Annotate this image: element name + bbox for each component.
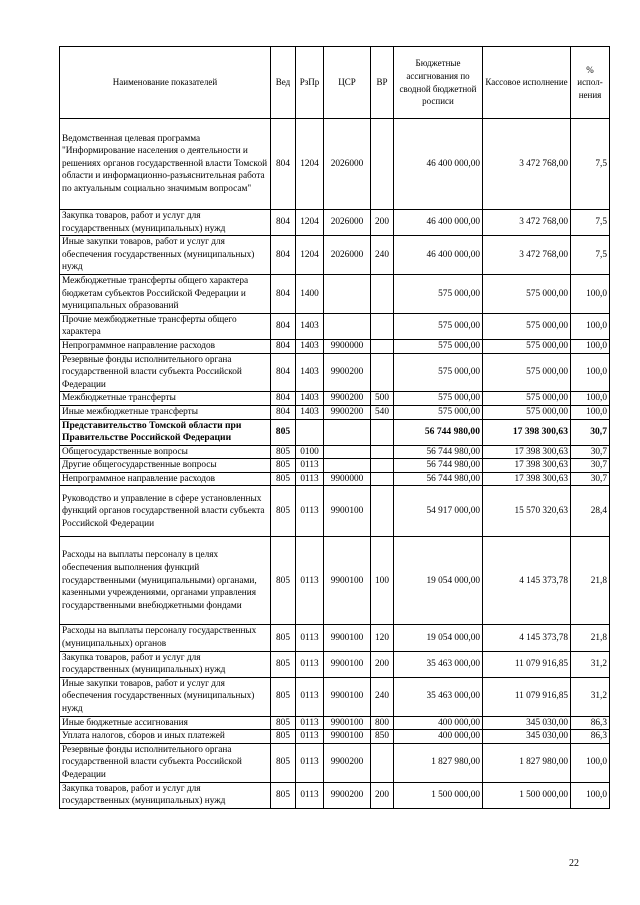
cell-cash: 1 827 980,00	[483, 743, 571, 782]
cell-rzpr: 0113	[296, 537, 324, 625]
cell-budget: 575 000,00	[394, 353, 483, 392]
header-cash: Кассовое исполнение	[483, 47, 571, 119]
cell-csr	[324, 445, 371, 459]
cell-budget: 575 000,00	[394, 274, 483, 313]
cell-percent: 100,0	[571, 405, 610, 419]
cell-ved: 804	[271, 236, 296, 275]
cell-csr: 9900100	[324, 537, 371, 625]
cell-rzpr: 1204	[296, 236, 324, 275]
cell-percent: 31,2	[571, 651, 610, 677]
cell-ved: 804	[271, 392, 296, 406]
cell-cash: 11 079 916,85	[483, 677, 571, 716]
cell-csr: 9900100	[324, 486, 371, 537]
cell-vr	[371, 353, 394, 392]
cell-rzpr: 0113	[296, 716, 324, 730]
cell-name: Иные закупки товаров, работ и услуг для обеспечения государственных (муниципальных) нужд	[60, 677, 271, 716]
cell-csr: 9900100	[324, 716, 371, 730]
cell-vr: 200	[371, 651, 394, 677]
cell-vr: 850	[371, 730, 394, 744]
cell-percent: 30,7	[571, 472, 610, 486]
cell-ved: 804	[271, 210, 296, 236]
cell-ved: 805	[271, 472, 296, 486]
table-row	[60, 486, 610, 537]
table-row	[60, 537, 610, 625]
header-csr: ЦСР	[324, 47, 371, 119]
cell-rzpr: 1204	[296, 119, 324, 210]
cell-rzpr: 0113	[296, 459, 324, 473]
cell-name: Расходы на выплаты персоналу государственных (муниципальных) органов	[60, 625, 271, 651]
cell-ved: 805	[271, 743, 296, 782]
cell-cash: 3 472 768,00	[483, 236, 571, 275]
cell-rzpr: 1403	[296, 392, 324, 406]
cell-percent: 7,5	[571, 210, 610, 236]
cell-name: Резервные фонды исполнительного органа государственной власти субъекта Российской Федерации	[60, 353, 271, 392]
cell-percent: 30,7	[571, 459, 610, 473]
table-row	[60, 392, 610, 406]
cell-name: Уплата налогов, сборов и иных платежей	[60, 730, 271, 744]
cell-percent: 21,8	[571, 625, 610, 651]
table-row	[60, 472, 610, 486]
cell-ved: 804	[271, 119, 296, 210]
cell-ved: 805	[271, 651, 296, 677]
cell-percent: 7,5	[571, 236, 610, 275]
cell-rzpr: 0113	[296, 730, 324, 744]
cell-vr: 500	[371, 392, 394, 406]
cell-budget: 19 054 000,00	[394, 537, 483, 625]
table-row	[60, 274, 610, 313]
cell-rzpr: 1403	[296, 353, 324, 392]
header-name: Наименование показателей	[60, 47, 271, 119]
cell-rzpr: 0113	[296, 782, 324, 808]
cell-rzpr: 0113	[296, 651, 324, 677]
cell-name: Иные закупки товаров, работ и услуг для обеспечения государственных (муниципальных) нужд	[60, 236, 271, 275]
cell-rzpr: 0113	[296, 743, 324, 782]
cell-rzpr: 0113	[296, 625, 324, 651]
header-percent: % испол- нения	[571, 47, 610, 119]
cell-cash: 11 079 916,85	[483, 651, 571, 677]
cell-budget: 35 463 000,00	[394, 651, 483, 677]
cell-vr	[371, 472, 394, 486]
cell-csr	[324, 459, 371, 473]
cell-vr	[371, 274, 394, 313]
cell-ved: 805	[271, 625, 296, 651]
cell-csr: 9900000	[324, 472, 371, 486]
cell-name: Закупка товаров, работ и услуг для государственных (муниципальных) нужд	[60, 651, 271, 677]
cell-vr: 800	[371, 716, 394, 730]
cell-rzpr: 1403	[296, 313, 324, 339]
cell-percent: 100,0	[571, 339, 610, 353]
cell-name: Межбюджетные трансферты	[60, 392, 271, 406]
cell-percent: 100,0	[571, 392, 610, 406]
cell-ved: 805	[271, 459, 296, 473]
header-budget: Бюджетные ассигнования по сводной бюджетной росписи	[394, 47, 483, 119]
table-body	[60, 119, 610, 809]
cell-csr: 2026000	[324, 210, 371, 236]
cell-name: Общегосударственные вопросы	[60, 445, 271, 459]
cell-name: Закупка товаров, работ и услуг для государственных (муниципальных) нужд	[60, 782, 271, 808]
cell-cash: 575 000,00	[483, 339, 571, 353]
cell-ved: 805	[271, 730, 296, 744]
cell-csr: 9900100	[324, 651, 371, 677]
cell-percent: 31,2	[571, 677, 610, 716]
cell-budget: 46 400 000,00	[394, 119, 483, 210]
cell-ved: 805	[271, 537, 296, 625]
header-rzpr: РзПр	[296, 47, 324, 119]
cell-cash: 3 472 768,00	[483, 210, 571, 236]
table-row	[60, 651, 610, 677]
table-row	[60, 445, 610, 459]
cell-budget: 35 463 000,00	[394, 677, 483, 716]
cell-csr	[324, 313, 371, 339]
cell-budget: 56 744 980,00	[394, 472, 483, 486]
cell-name: Другие общегосударственные вопросы	[60, 459, 271, 473]
table-row	[60, 625, 610, 651]
cell-rzpr: 1403	[296, 339, 324, 353]
cell-vr	[371, 119, 394, 210]
cell-name: Прочие межбюджетные трансферты общего характера	[60, 313, 271, 339]
table-row	[60, 313, 610, 339]
cell-ved: 805	[271, 716, 296, 730]
table-header-row	[60, 47, 610, 119]
cell-cash: 575 000,00	[483, 274, 571, 313]
cell-percent: 28,4	[571, 486, 610, 537]
cell-csr: 9900100	[324, 677, 371, 716]
cell-vr	[371, 486, 394, 537]
cell-budget: 54 917 000,00	[394, 486, 483, 537]
cell-percent: 30,7	[571, 419, 610, 445]
cell-name: Резервные фонды исполнительного органа государственной власти субъекта Российской Федерации	[60, 743, 271, 782]
cell-cash: 4 145 373,78	[483, 537, 571, 625]
cell-cash: 4 145 373,78	[483, 625, 571, 651]
table-row	[60, 716, 610, 730]
cell-percent: 100,0	[571, 274, 610, 313]
cell-cash: 575 000,00	[483, 313, 571, 339]
table-row	[60, 210, 610, 236]
table-row	[60, 677, 610, 716]
cell-vr: 100	[371, 537, 394, 625]
cell-rzpr	[296, 419, 324, 445]
cell-csr: 2026000	[324, 119, 371, 210]
cell-cash: 345 030,00	[483, 730, 571, 744]
cell-vr	[371, 419, 394, 445]
header-vr: ВР	[371, 47, 394, 119]
table-row	[60, 782, 610, 808]
table-row	[60, 730, 610, 744]
cell-rzpr: 0100	[296, 445, 324, 459]
cell-budget: 575 000,00	[394, 339, 483, 353]
cell-ved: 805	[271, 445, 296, 459]
cell-ved: 804	[271, 274, 296, 313]
cell-percent: 100,0	[571, 353, 610, 392]
cell-vr	[371, 313, 394, 339]
cell-name: Представительство Томской области при Правительстве Российской Федерации	[60, 419, 271, 445]
cell-csr: 9900100	[324, 625, 371, 651]
cell-budget: 56 744 980,00	[394, 459, 483, 473]
cell-cash: 1 500 000,00	[483, 782, 571, 808]
cell-vr: 200	[371, 210, 394, 236]
cell-ved: 804	[271, 339, 296, 353]
cell-vr	[371, 445, 394, 459]
cell-vr: 240	[371, 677, 394, 716]
cell-budget: 575 000,00	[394, 405, 483, 419]
cell-cash: 17 398 300,63	[483, 445, 571, 459]
cell-name: Руководство и управление в сфере установленных функций органов государственной власти субъекта Российской Федерации	[60, 486, 271, 537]
table-row	[60, 339, 610, 353]
cell-name: Ведомственная целевая программа "Информирование населения о деятельности и решениях органов государственной власти Томской области и информационно-разъяснительная работа по актуальным социально значимым вопросам"	[60, 119, 271, 210]
cell-percent: 21,8	[571, 537, 610, 625]
cell-ved: 805	[271, 486, 296, 537]
cell-budget: 400 000,00	[394, 716, 483, 730]
table-row	[60, 405, 610, 419]
cell-ved: 805	[271, 782, 296, 808]
cell-rzpr: 0113	[296, 472, 324, 486]
cell-budget: 575 000,00	[394, 392, 483, 406]
cell-vr	[371, 743, 394, 782]
cell-budget: 56 744 980,00	[394, 445, 483, 459]
cell-budget: 1 827 980,00	[394, 743, 483, 782]
cell-cash: 575 000,00	[483, 405, 571, 419]
cell-percent: 86,3	[571, 730, 610, 744]
cell-percent: 100,0	[571, 313, 610, 339]
cell-ved: 804	[271, 313, 296, 339]
cell-budget: 575 000,00	[394, 313, 483, 339]
budget-execution-table	[59, 46, 610, 809]
cell-name: Иные межбюджетные трансферты	[60, 405, 271, 419]
cell-cash: 17 398 300,63	[483, 459, 571, 473]
cell-cash: 15 570 320,63	[483, 486, 571, 537]
cell-name: Непрограммное направление расходов	[60, 339, 271, 353]
cell-budget: 1 500 000,00	[394, 782, 483, 808]
cell-vr: 120	[371, 625, 394, 651]
cell-budget: 400 000,00	[394, 730, 483, 744]
header-ved: Вед	[271, 47, 296, 119]
cell-ved: 804	[271, 405, 296, 419]
cell-percent: 100,0	[571, 782, 610, 808]
cell-percent: 100,0	[571, 743, 610, 782]
cell-vr	[371, 459, 394, 473]
cell-vr: 540	[371, 405, 394, 419]
cell-csr: 9900200	[324, 392, 371, 406]
cell-cash: 17 398 300,63	[483, 472, 571, 486]
cell-vr: 200	[371, 782, 394, 808]
cell-csr: 9900000	[324, 339, 371, 353]
cell-rzpr: 0113	[296, 677, 324, 716]
cell-csr: 9900200	[324, 353, 371, 392]
cell-percent: 30,7	[571, 445, 610, 459]
cell-cash: 575 000,00	[483, 392, 571, 406]
cell-cash: 3 472 768,00	[483, 119, 571, 210]
cell-csr	[324, 274, 371, 313]
table-row	[60, 743, 610, 782]
cell-vr	[371, 339, 394, 353]
cell-csr: 9900100	[324, 730, 371, 744]
cell-cash: 17 398 300,63	[483, 419, 571, 445]
cell-rzpr: 0113	[296, 486, 324, 537]
cell-ved: 805	[271, 419, 296, 445]
page-number: 22	[569, 858, 579, 869]
cell-ved: 805	[271, 677, 296, 716]
cell-percent: 7,5	[571, 119, 610, 210]
cell-name: Межбюджетные трансферты общего характера бюджетам субъектов Российской Федерации и муниципальных образований	[60, 274, 271, 313]
cell-budget: 46 400 000,00	[394, 210, 483, 236]
cell-ved: 804	[271, 353, 296, 392]
table-row	[60, 236, 610, 275]
cell-budget: 46 400 000,00	[394, 236, 483, 275]
cell-budget: 19 054 000,00	[394, 625, 483, 651]
cell-budget: 56 744 980,00	[394, 419, 483, 445]
cell-cash: 575 000,00	[483, 353, 571, 392]
cell-name: Закупка товаров, работ и услуг для государственных (муниципальных) нужд	[60, 210, 271, 236]
cell-name: Непрограммное направление расходов	[60, 472, 271, 486]
cell-csr: 2026000	[324, 236, 371, 275]
table-row	[60, 119, 610, 210]
cell-csr	[324, 419, 371, 445]
cell-name: Расходы на выплаты персоналу в целях обеспечения выполнения функций государственными (муниципальными) органами, казенными учреждениями, органами управления государственными внебюджетными фондами	[60, 537, 271, 625]
cell-rzpr: 1204	[296, 210, 324, 236]
cell-csr: 9900200	[324, 782, 371, 808]
cell-rzpr: 1403	[296, 405, 324, 419]
cell-cash: 345 030,00	[483, 716, 571, 730]
cell-csr: 9900200	[324, 405, 371, 419]
cell-csr: 9900200	[324, 743, 371, 782]
cell-name: Иные бюджетные ассигнования	[60, 716, 271, 730]
table-row	[60, 459, 610, 473]
cell-percent: 86,3	[571, 716, 610, 730]
table-row	[60, 419, 610, 445]
table-row	[60, 353, 610, 392]
cell-vr: 240	[371, 236, 394, 275]
cell-rzpr: 1400	[296, 274, 324, 313]
